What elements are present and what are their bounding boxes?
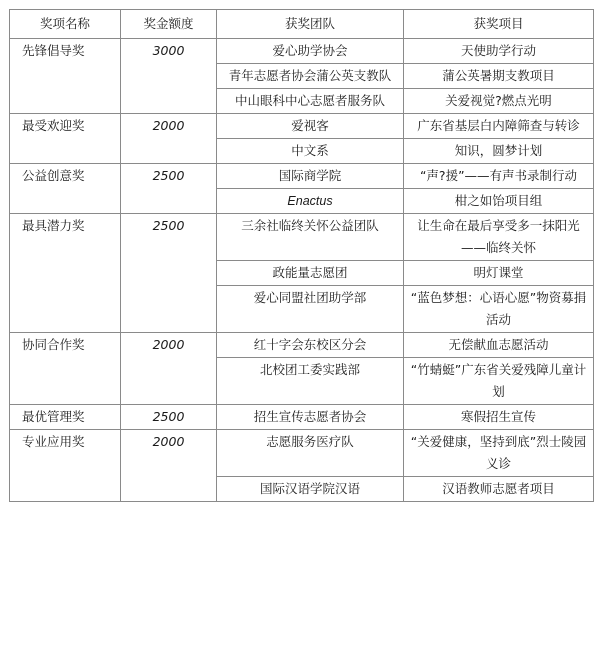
- winning-project: 寒假招生宣传: [404, 405, 594, 430]
- winning-project: “关爱健康，坚持到底”烈士陵园义诊: [404, 430, 594, 477]
- winning-project: “竹蜻蜓”广东省关爱残障儿童计划: [404, 358, 594, 405]
- award-category: 协同合作奖: [10, 333, 121, 405]
- awards-table: [9, 9, 594, 502]
- award-category: 最具潜力奖: [10, 214, 121, 333]
- awards-table-wrapper: [9, 9, 594, 502]
- winning-team: 爱心助学协会: [217, 39, 404, 64]
- winning-team: 国际汉语学院汉语: [217, 477, 404, 502]
- winning-project: 汉语教师志愿者项目: [404, 477, 594, 502]
- winning-team: 中文系: [217, 139, 404, 164]
- winning-project: “声?援”——有声书录制行动: [404, 164, 594, 189]
- award-amount: 2500: [121, 214, 217, 333]
- winning-team: Enactus: [217, 189, 404, 214]
- winning-team: 国际商学院: [217, 164, 404, 189]
- winning-project: “蓝色梦想：心语心愿”物资募捐活动: [404, 286, 594, 333]
- winning-project: 无偿献血志愿活动: [404, 333, 594, 358]
- header-award-name: 奖项名称: [10, 10, 121, 39]
- winning-project: 明灯课堂: [404, 261, 594, 286]
- header-row: [10, 10, 594, 39]
- table-row: [10, 214, 594, 261]
- winning-project: 让生命在最后享受多一抹阳光——临终关怀: [404, 214, 594, 261]
- award-amount: 2000: [121, 333, 217, 405]
- winning-team: 爱视客: [217, 114, 404, 139]
- winning-team: 志愿服务医疗队: [217, 430, 404, 477]
- winning-project: 天使助学行动: [404, 39, 594, 64]
- winning-project: 关爱视觉?燃点光明: [404, 89, 594, 114]
- table-row: [10, 405, 594, 430]
- winning-team: 北校团工委实践部: [217, 358, 404, 405]
- winning-team: 招生宣传志愿者协会: [217, 405, 404, 430]
- award-amount: 2500: [121, 164, 217, 214]
- table-row: [10, 430, 594, 477]
- table-row: [10, 114, 594, 139]
- table-row: [10, 39, 594, 64]
- award-category: 最受欢迎奖: [10, 114, 121, 164]
- winning-project: 柑之如饴项目组: [404, 189, 594, 214]
- header-project: 获奖项目: [404, 10, 594, 39]
- award-category: 先锋倡导奖: [10, 39, 121, 114]
- winning-team: 政能量志愿团: [217, 261, 404, 286]
- award-amount: 3000: [121, 39, 217, 114]
- winning-team: 青年志愿者协会蒲公英支教队: [217, 64, 404, 89]
- award-category: 最优管理奖: [10, 405, 121, 430]
- winning-project: 广东省基层白内障筛查与转诊: [404, 114, 594, 139]
- table-row: [10, 333, 594, 358]
- award-amount: 2500: [121, 405, 217, 430]
- winning-team: 爱心同盟社团助学部: [217, 286, 404, 333]
- winning-project: 蒲公英暑期支教项目: [404, 64, 594, 89]
- award-category: 专业应用奖: [10, 430, 121, 502]
- award-amount: 2000: [121, 430, 217, 502]
- header-amount: 奖金额度: [121, 10, 217, 39]
- winning-team: 三余社临终关怀公益团队: [217, 214, 404, 261]
- header-team: 获奖团队: [217, 10, 404, 39]
- winning-team: 红十字会东校区分会: [217, 333, 404, 358]
- award-amount: 2000: [121, 114, 217, 164]
- winning-team: 中山眼科中心志愿者服务队: [217, 89, 404, 114]
- table-row: [10, 164, 594, 189]
- award-category: 公益创意奖: [10, 164, 121, 214]
- winning-project: 知识，圆梦计划: [404, 139, 594, 164]
